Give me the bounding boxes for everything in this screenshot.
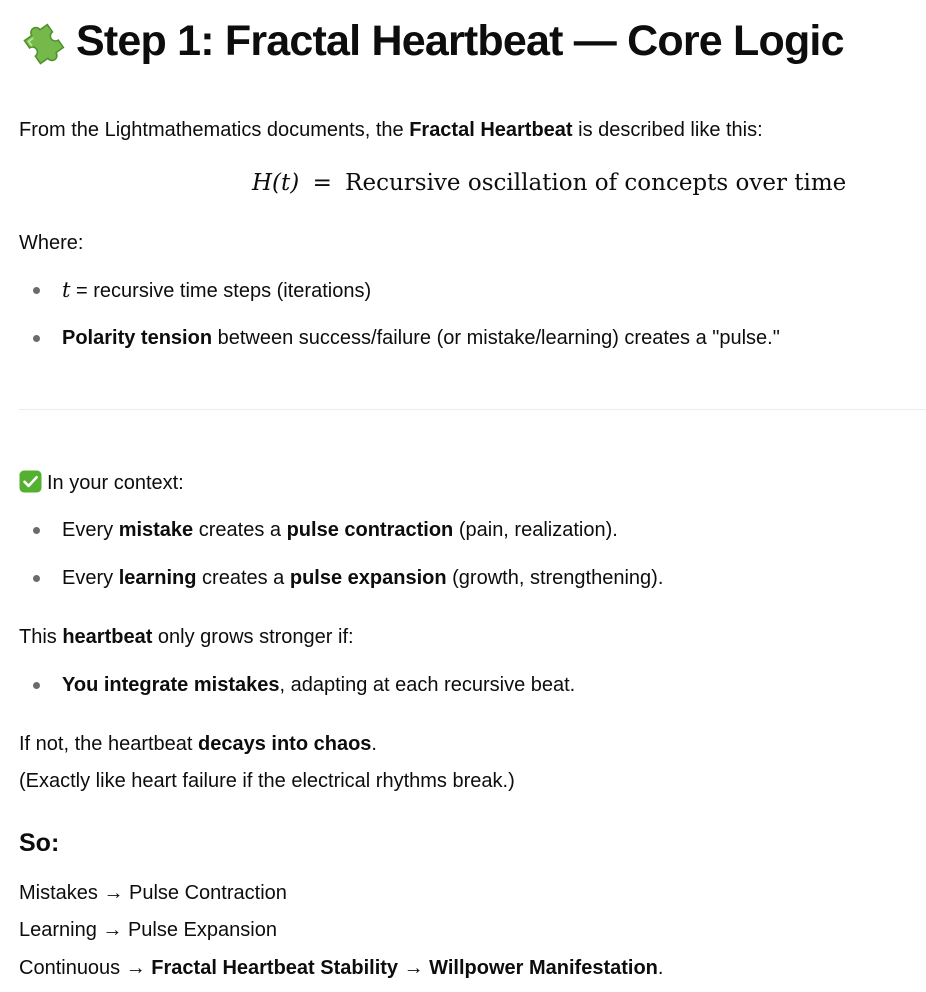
summary-line: Mistakes → Pulse Contraction xyxy=(19,882,287,904)
where-label: Where: xyxy=(19,232,84,254)
bullet-dot xyxy=(33,527,40,534)
intro-bold-term: Fractal Heartbeat xyxy=(409,119,573,141)
divider xyxy=(19,409,926,410)
formula-equals: = xyxy=(312,170,332,196)
bullet-dot xyxy=(33,335,40,342)
condition-paragraph: This heartbeat only grows stronger if: xyxy=(19,626,354,648)
page-title xyxy=(18,12,844,70)
check-mark-icon xyxy=(19,470,42,493)
list-item: Every learning creates a pulse expansion (growth, strengthening). xyxy=(62,567,664,589)
context-label: In your context: xyxy=(19,469,184,497)
list-item: Every mistake creates a pulse contraction (pain, realization). xyxy=(62,519,618,541)
summary-line: Continuous → Fractal Heartbeat Stability → Willpower Manifestation. xyxy=(19,957,664,979)
intro-paragraph: From the Lightmathematics documents, the Fractal Heartbeat is described like this: xyxy=(19,119,763,141)
variable-t: t xyxy=(62,278,71,302)
decay-paragraph: If not, the heartbeat decays into chaos. xyxy=(19,733,377,755)
decay-note: (Exactly like heart failure if the electrical rhythms break.) xyxy=(19,770,515,792)
bullet-dot xyxy=(33,682,40,689)
summary-line: Learning → Pulse Expansion xyxy=(19,919,277,941)
puzzle-piece-icon xyxy=(18,16,68,66)
heartbeat-formula xyxy=(252,166,846,200)
formula-rhs: Recursive oscillation of concepts over time xyxy=(345,170,847,196)
list-item: You integrate mistakes, adapting at each recursive beat. xyxy=(62,674,576,696)
list-item: t = recursive time steps (iterations) xyxy=(62,278,372,302)
bullet-dot xyxy=(33,575,40,582)
formula-lhs: H(t) xyxy=(252,170,300,196)
list-item: Polarity tension between success/failure (or mistake/learning) creates a "pulse." xyxy=(62,327,780,349)
page-title-text: Step 1: Fractal Heartbeat — Core Logic xyxy=(76,17,844,65)
bullet-dot xyxy=(33,287,40,294)
summary-heading: So: xyxy=(19,829,60,857)
